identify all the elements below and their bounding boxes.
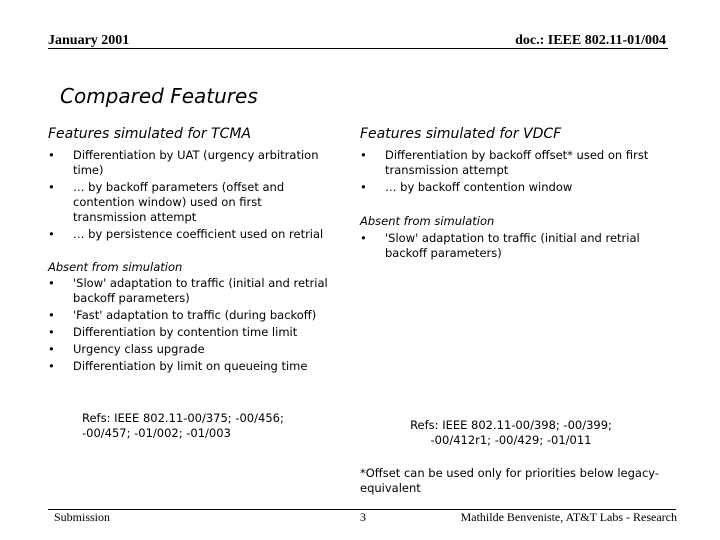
footer-author: Mathilde Benveniste, AT&T Labs - Research xyxy=(460,510,677,524)
offset-footnote: *Offset can be used only for priorities below legacy-equivalent xyxy=(360,466,660,495)
list-item: • … by backoff contention window xyxy=(360,180,573,194)
tcma-references: Refs: IEEE 802.11-00/375; -00/456; -00/457; -01/002; -01/003 xyxy=(82,411,284,440)
tcma-feature-list xyxy=(48,148,333,244)
vdcf-absent-list xyxy=(360,231,645,263)
vdcf-heading: Features simulated for VDCF xyxy=(360,126,562,142)
bullet-icon: • xyxy=(48,148,55,162)
vdcf-references: Refs: IEEE 802.11-00/398; -00/399; -00/412r1; -00/429; -01/011 xyxy=(410,418,612,447)
tcma-absent-list xyxy=(48,276,333,376)
header-divider xyxy=(48,48,668,49)
list-item: • Differentiation by backoff offset* used on first transmission attempt xyxy=(360,148,649,177)
bullet-icon: • xyxy=(360,180,367,194)
vdcf-absent-label: Absent from simulation xyxy=(360,214,495,228)
bullet-icon: • xyxy=(48,180,55,194)
header-date: January 2001 xyxy=(48,33,130,48)
bullet-icon: • xyxy=(48,342,55,356)
header-doc-number: doc.: IEEE 802.11-01/004 xyxy=(515,33,666,48)
bullet-icon: • xyxy=(48,276,55,290)
list-item: • Differentiation by UAT (urgency arbitration time) xyxy=(48,148,319,177)
list-item: • Urgency class upgrade xyxy=(48,342,205,356)
list-item: • Differentiation by contention time limit xyxy=(48,325,298,339)
bullet-icon: • xyxy=(48,359,55,373)
list-item: • 'Slow' adaptation to traffic (initial and retrial backoff parameters) xyxy=(48,276,328,305)
bullet-icon: • xyxy=(360,231,367,245)
list-item: • Differentiation by limit on queueing time xyxy=(48,359,308,373)
list-item: • 'Fast' adaptation to traffic (during backoff) xyxy=(48,308,317,322)
footer-submission: Submission xyxy=(54,510,111,524)
bullet-icon: • xyxy=(48,308,55,322)
bullet-icon: • xyxy=(48,227,55,241)
bullet-icon: • xyxy=(48,325,55,339)
list-item: • … by persistence coefficient used on retrial xyxy=(48,227,324,241)
list-item: • … by backoff parameters (offset and contention window) used on first transmission attempt xyxy=(48,180,285,224)
tcma-heading: Features simulated for TCMA xyxy=(48,126,252,142)
list-item: • 'Slow' adaptation to traffic (initial and retrial backoff parameters) xyxy=(360,231,640,260)
tcma-absent-label: Absent from simulation xyxy=(48,260,183,274)
page-number: 3 xyxy=(360,510,366,524)
vdcf-feature-list xyxy=(360,148,670,197)
slide-title: Compared Features xyxy=(60,84,258,108)
bullet-icon: • xyxy=(360,148,367,162)
